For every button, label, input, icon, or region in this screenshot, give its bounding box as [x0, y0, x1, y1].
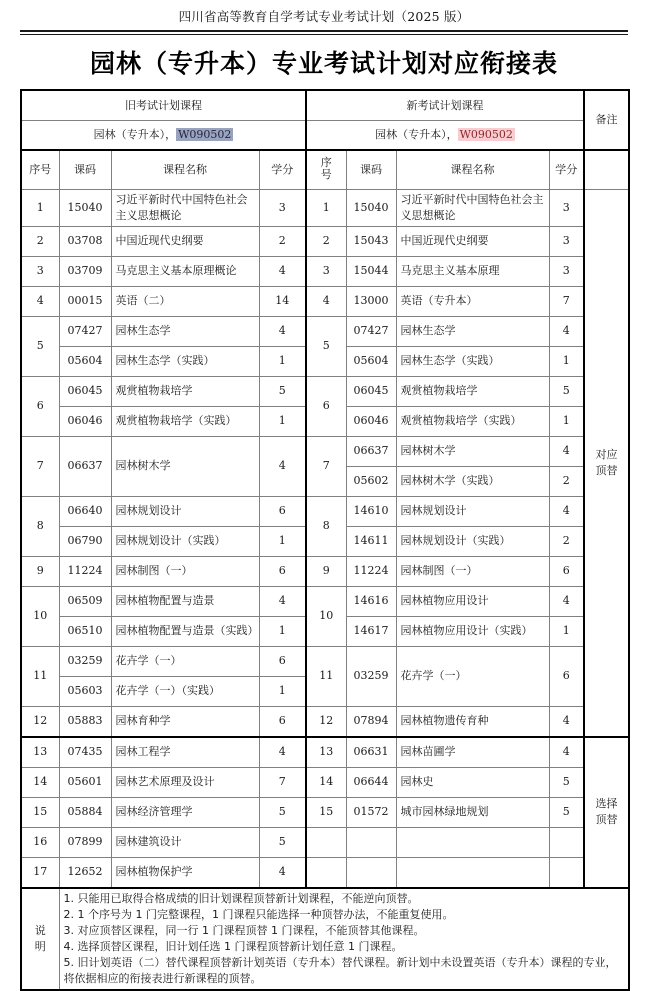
old-code-cell: 05604 — [59, 346, 111, 376]
old-plan-group-header: 旧考试计划课程 — [21, 90, 306, 121]
table-row — [21, 376, 629, 406]
old-course-cell: 观赏植物栽培学（实践） — [111, 406, 259, 436]
new-course-cell: 园林树木学（实践） — [396, 466, 549, 496]
new-credits-cell: 3 — [549, 256, 584, 286]
table-row — [21, 706, 629, 737]
new-seq-cell: 8 — [306, 496, 346, 556]
old-credits-cell: 6 — [259, 496, 306, 526]
new-seq-cell: 14 — [306, 767, 346, 797]
header-old-credits: 学分 — [259, 150, 306, 190]
old-course-cell: 园林植物保护学 — [111, 857, 259, 888]
old-code-cell: 15040 — [59, 190, 111, 227]
table-row — [21, 286, 629, 316]
new-code-cell — [346, 857, 396, 888]
old-course-cell: 花卉学（一）（实践） — [111, 676, 259, 706]
new-seq-cell: 11 — [306, 646, 346, 706]
old-course-cell: 园林规划设计 — [111, 496, 259, 526]
old-course-cell: 花卉学（一） — [111, 646, 259, 676]
new-credits-cell — [549, 827, 584, 857]
new-course-cell: 园林植物应用设计 — [396, 586, 549, 616]
table-row — [21, 586, 629, 616]
notes-label-cell: 说 明 — [21, 888, 59, 990]
old-code-cell: 05883 — [59, 706, 111, 737]
old-seq-cell: 5 — [21, 316, 59, 376]
remark-column-header: 备注 — [584, 90, 629, 150]
remark-selective-cell: 选择 顶替 — [584, 737, 629, 888]
old-credits-cell: 4 — [259, 316, 306, 346]
new-credits-cell: 2 — [549, 466, 584, 496]
new-seq-cell: 2 — [306, 226, 346, 256]
table-row — [21, 226, 629, 256]
old-seq-cell: 1 — [21, 190, 59, 227]
table-row — [21, 737, 629, 768]
new-code-cell: 14611 — [346, 526, 396, 556]
old-credits-cell: 4 — [259, 256, 306, 286]
header-new-code: 课码 — [346, 150, 396, 190]
new-course-cell: 园林制图（一） — [396, 556, 549, 586]
old-code-cell: 06790 — [59, 526, 111, 556]
old-code-cell: 05884 — [59, 797, 111, 827]
new-credits-cell: 6 — [549, 646, 584, 706]
new-seq-cell: 6 — [306, 376, 346, 436]
table-row — [21, 436, 629, 466]
new-course-cell: 园林苗圃学 — [396, 737, 549, 768]
new-code-cell: 13000 — [346, 286, 396, 316]
new-credits-cell: 4 — [549, 706, 584, 737]
old-credits-cell: 4 — [259, 586, 306, 616]
note-item: 4. 选择顶替区课程，旧计划任选 1 门课程顶替新计划任意 1 门课程。 — [63, 939, 403, 953]
old-course-cell: 园林生态学（实践） — [111, 346, 259, 376]
old-code-cell: 06640 — [59, 496, 111, 526]
old-credits-cell: 14 — [259, 286, 306, 316]
old-credits-cell: 1 — [259, 616, 306, 646]
old-credits-cell: 3 — [259, 190, 306, 227]
new-course-cell: 习近平新时代中国特色社会主义思想概论 — [396, 190, 549, 227]
old-seq-cell: 4 — [21, 286, 59, 316]
old-seq-cell: 6 — [21, 376, 59, 436]
new-credits-cell: 4 — [549, 496, 584, 526]
new-plan-group-header: 新考试计划课程 — [306, 90, 584, 121]
new-course-cell: 园林生态学 — [396, 316, 549, 346]
new-code-cell: 01572 — [346, 797, 396, 827]
old-seq-cell: 9 — [21, 556, 59, 586]
old-seq-cell: 8 — [21, 496, 59, 556]
old-course-cell: 马克思主义基本原理概论 — [111, 256, 259, 286]
new-seq-cell: 1 — [306, 190, 346, 227]
header-new-credits: 学分 — [549, 150, 584, 190]
old-credits-cell: 4 — [259, 436, 306, 496]
old-code-cell: 11224 — [59, 556, 111, 586]
old-credits-cell: 4 — [259, 737, 306, 768]
page-title: 园林（专升本）专业考试计划对应衔接表 — [89, 49, 558, 78]
new-credits-cell: 1 — [549, 346, 584, 376]
old-seq-cell: 14 — [21, 767, 59, 797]
old-credits-cell: 6 — [259, 646, 306, 676]
old-code-cell: 07427 — [59, 316, 111, 346]
table-row — [21, 190, 629, 227]
table-group-header-row — [21, 90, 629, 121]
old-seq-cell: 7 — [21, 436, 59, 496]
new-seq-cell: 12 — [306, 706, 346, 737]
table-row — [21, 256, 629, 286]
table-column-header-row — [21, 150, 629, 190]
new-credits-cell: 5 — [549, 797, 584, 827]
new-credits-cell: 3 — [549, 190, 584, 227]
new-course-cell: 中国近现代史纲要 — [396, 226, 549, 256]
remark-corresponding-cell: 对应 顶替 — [584, 190, 629, 737]
new-seq-cell — [306, 857, 346, 888]
header-new-seq: 序 号 — [306, 150, 346, 190]
old-code-cell: 12652 — [59, 857, 111, 888]
new-code-cell: 05604 — [346, 346, 396, 376]
new-credits-cell: 4 — [549, 586, 584, 616]
new-credits-cell: 2 — [549, 526, 584, 556]
old-course-cell: 园林生态学 — [111, 316, 259, 346]
header-remark-spacer — [584, 150, 629, 190]
new-plan-major-code — [306, 121, 584, 151]
table-row — [21, 827, 629, 857]
old-code-cell: 07435 — [59, 737, 111, 768]
old-course-cell: 观赏植物栽培学 — [111, 376, 259, 406]
header-new-course: 课程名称 — [396, 150, 549, 190]
new-credits-cell: 4 — [549, 436, 584, 466]
new-code-cell: 14616 — [346, 586, 396, 616]
new-course-cell: 观赏植物栽培学（实践） — [396, 406, 549, 436]
note-item: 2. 1 个序号为 1 门完整课程，1 门课程只能选择一种顶替办法，不能重复使用。 — [63, 907, 454, 921]
header-old-seq: 序号 — [21, 150, 59, 190]
note-item: 1. 只能用已取得合格成绩的旧计划课程顶替新计划课程，不能逆向顶替。 — [63, 891, 419, 905]
note-item: 5. 旧计划英语（二）替代课程顶替新计划英语（专升本）替代课程。新计划中未设置英语（专升本）课程的专业，将依据相应的衔接表进行新课程的顶替。 — [63, 955, 617, 985]
new-course-cell: 观赏植物栽培学 — [396, 376, 549, 406]
new-code-cell: 06637 — [346, 436, 396, 466]
old-credits-cell: 2 — [259, 226, 306, 256]
old-code-cell: 07899 — [59, 827, 111, 857]
old-credits-cell: 5 — [259, 797, 306, 827]
new-credits-cell: 4 — [549, 737, 584, 768]
new-code-cell: 11224 — [346, 556, 396, 586]
old-course-cell: 中国近现代史纲要 — [111, 226, 259, 256]
old-course-cell: 园林规划设计（实践） — [111, 526, 259, 556]
old-course-cell: 园林建筑设计 — [111, 827, 259, 857]
old-course-cell: 英语（二） — [111, 286, 259, 316]
old-credits-cell: 1 — [259, 346, 306, 376]
new-code-cell: 05602 — [346, 466, 396, 496]
old-code-cell: 06045 — [59, 376, 111, 406]
old-seq-cell: 10 — [21, 586, 59, 646]
table-row — [21, 556, 629, 586]
old-seq-cell: 17 — [21, 857, 59, 888]
header-old-course: 课程名称 — [111, 150, 259, 190]
new-credits-cell: 5 — [549, 767, 584, 797]
old-code-cell: 03709 — [59, 256, 111, 286]
old-seq-cell: 2 — [21, 226, 59, 256]
new-seq-cell — [306, 827, 346, 857]
old-code-cell: 00015 — [59, 286, 111, 316]
new-credits-cell: 5 — [549, 376, 584, 406]
old-credits-cell: 1 — [259, 406, 306, 436]
new-course-cell: 园林史 — [396, 767, 549, 797]
new-major-label: 园林（专升本）， — [375, 128, 458, 142]
old-seq-cell: 15 — [21, 797, 59, 827]
old-seq-cell: 3 — [21, 256, 59, 286]
table-row — [21, 767, 629, 797]
new-course-cell — [396, 857, 549, 888]
new-course-cell: 园林植物应用设计（实践） — [396, 616, 549, 646]
header-divider-rule — [20, 30, 628, 35]
new-course-cell: 英语（专升本） — [396, 286, 549, 316]
old-credits-cell: 6 — [259, 556, 306, 586]
old-code-cell: 06509 — [59, 586, 111, 616]
new-course-cell: 花卉学（一） — [396, 646, 549, 706]
new-code-cell: 06631 — [346, 737, 396, 768]
new-code-cell: 15040 — [346, 190, 396, 227]
new-credits-cell: 1 — [549, 406, 584, 436]
new-seq-cell: 3 — [306, 256, 346, 286]
old-course-cell: 园林植物配置与造景（实践） — [111, 616, 259, 646]
notes-body-cell — [59, 888, 629, 990]
new-credits-cell: 7 — [549, 286, 584, 316]
old-seq-cell: 13 — [21, 737, 59, 768]
old-code-cell: 06637 — [59, 436, 111, 496]
old-major-label: 园林（专升本）， — [93, 128, 177, 142]
new-credits-cell: 6 — [549, 556, 584, 586]
new-seq-cell: 4 — [306, 286, 346, 316]
new-credits-cell: 1 — [549, 616, 584, 646]
new-seq-cell: 15 — [306, 797, 346, 827]
old-code-cell: 05603 — [59, 676, 111, 706]
new-major-code: W090502 — [459, 128, 513, 142]
old-code-cell: 06510 — [59, 616, 111, 646]
table-major-code-row — [21, 121, 629, 151]
old-code-cell: 03708 — [59, 226, 111, 256]
old-course-cell: 园林艺术原理及设计 — [111, 767, 259, 797]
old-course-cell: 园林工程学 — [111, 737, 259, 768]
new-credits-cell: 3 — [549, 226, 584, 256]
old-credits-cell: 6 — [259, 706, 306, 737]
old-credits-cell: 1 — [259, 676, 306, 706]
old-course-cell: 园林制图（一） — [111, 556, 259, 586]
course-mapping-table — [20, 89, 630, 991]
header-old-code: 课码 — [59, 150, 111, 190]
new-code-cell: 15043 — [346, 226, 396, 256]
new-code-cell: 14617 — [346, 616, 396, 646]
new-course-cell: 园林规划设计（实践） — [396, 526, 549, 556]
table-body — [21, 90, 629, 990]
old-credits-cell: 4 — [259, 857, 306, 888]
table-row — [21, 646, 629, 676]
new-course-cell: 园林规划设计 — [396, 496, 549, 526]
notes-row — [21, 888, 629, 990]
old-credits-cell: 1 — [259, 526, 306, 556]
new-code-cell: 06046 — [346, 406, 396, 436]
old-course-cell: 园林植物配置与造景 — [111, 586, 259, 616]
note-item: 3. 对应顶替区课程，同一行 1 门课程顶替 1 门课程，不能顶替其他课程。 — [63, 923, 425, 937]
old-code-cell: 05601 — [59, 767, 111, 797]
new-code-cell: 07894 — [346, 706, 396, 737]
new-code-cell: 15044 — [346, 256, 396, 286]
new-credits-cell — [549, 857, 584, 888]
old-course-cell: 园林育种学 — [111, 706, 259, 737]
new-course-cell: 马克思主义基本原理 — [396, 256, 549, 286]
old-credits-cell: 5 — [259, 827, 306, 857]
old-code-cell: 03259 — [59, 646, 111, 676]
old-course-cell: 园林树木学 — [111, 436, 259, 496]
new-course-cell — [396, 827, 549, 857]
new-course-cell: 园林树木学 — [396, 436, 549, 466]
new-code-cell: 06045 — [346, 376, 396, 406]
old-seq-cell: 12 — [21, 706, 59, 737]
new-code-cell: 03259 — [346, 646, 396, 706]
new-code-cell — [346, 827, 396, 857]
old-code-cell: 06046 — [59, 406, 111, 436]
new-seq-cell: 7 — [306, 436, 346, 496]
old-credits-cell: 5 — [259, 376, 306, 406]
old-course-cell: 习近平新时代中国特色社会主义思想概论 — [111, 190, 259, 227]
new-seq-cell: 13 — [306, 737, 346, 768]
old-seq-cell: 11 — [21, 646, 59, 706]
new-credits-cell: 4 — [549, 316, 584, 346]
new-course-cell: 园林植物遗传育种 — [396, 706, 549, 737]
table-row — [21, 797, 629, 827]
old-major-code: W090502 — [178, 128, 232, 142]
new-course-cell: 城市园林绿地规划 — [396, 797, 549, 827]
old-credits-cell: 7 — [259, 767, 306, 797]
new-code-cell: 06644 — [346, 767, 396, 797]
new-seq-cell: 9 — [306, 556, 346, 586]
new-course-cell: 园林生态学（实践） — [396, 346, 549, 376]
new-code-cell: 07427 — [346, 316, 396, 346]
old-plan-major-code — [21, 121, 306, 151]
old-seq-cell: 16 — [21, 827, 59, 857]
table-row — [21, 857, 629, 888]
table-row — [21, 496, 629, 526]
new-code-cell: 14610 — [346, 496, 396, 526]
document-header-line: 四川省高等教育自学考试专业考试计划（2025 版） — [178, 9, 470, 24]
old-course-cell: 园林经济管理学 — [111, 797, 259, 827]
new-seq-cell: 10 — [306, 586, 346, 646]
table-row — [21, 316, 629, 346]
new-seq-cell: 5 — [306, 316, 346, 376]
